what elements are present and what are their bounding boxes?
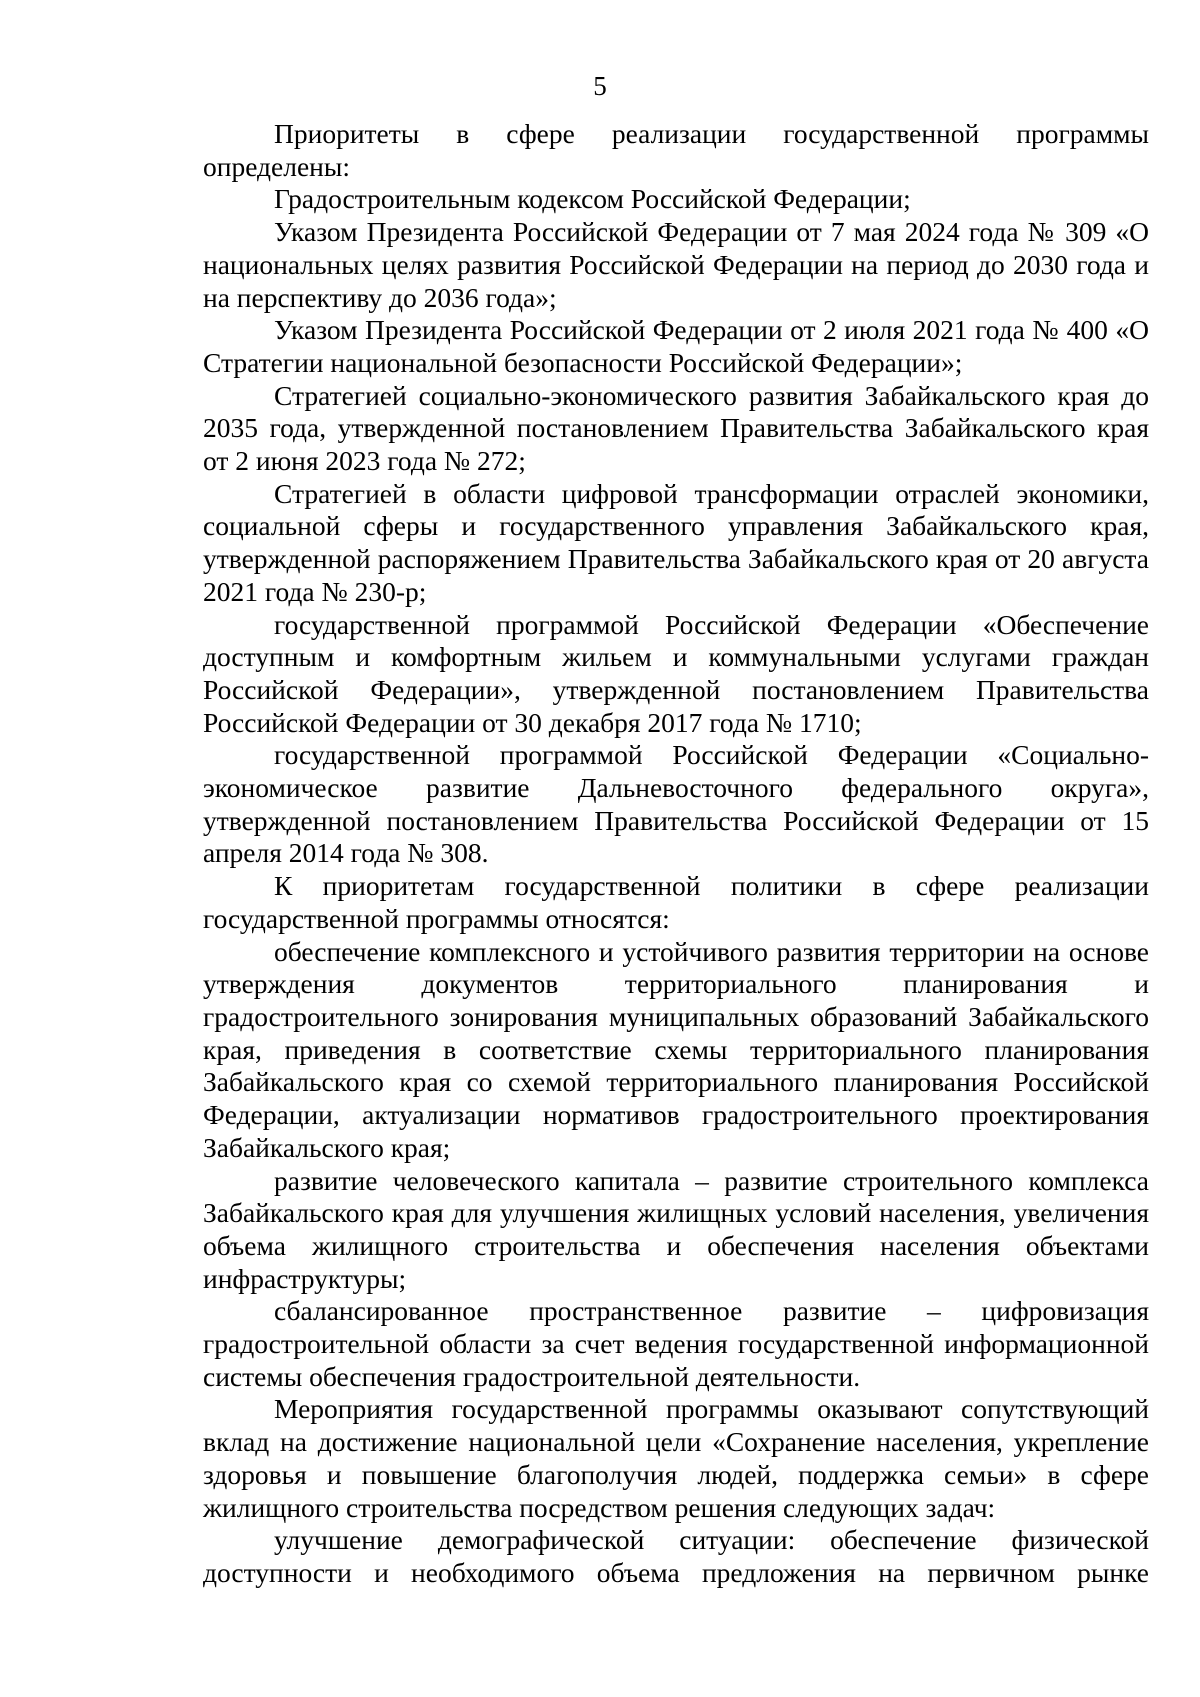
paragraph-priorities-intro: Приоритеты в сфере реализации государственной программы определены: xyxy=(203,118,1149,182)
paragraph-digital-strategy: Стратегией в области цифровой трансформации отраслей экономики, социальной сферы и государственного управления Забайкальского края, утвержденной распоряжением Правительства Забайкальского края от 20 августа 2021 года № 230-р; xyxy=(203,477,1149,607)
paragraph-demographic: улучшение демографической ситуации: обеспечение физической доступности и необходимого объема предложения на первичном рынке xyxy=(203,1524,1149,1588)
paragraph-regional-strategy: Стратегией социально-экономического развития Забайкальского края до 2035 года, утвержденной постановлением Правительства Забайкальского края от 2 июня 2023 года № 272; xyxy=(203,379,1149,477)
paragraph-policy-priorities: К приоритетам государственной политики в сфере реализации государственной программы относятся: xyxy=(203,870,1149,934)
paragraph-spatial-development: сбалансированное пространственное развитие – цифровизация градостроительной области за счет ведения государственной информационной системы обеспечения градостроительной деятельности. xyxy=(203,1295,1149,1392)
paragraph-housing-program: государственной программой Российской Федерации «Обеспечение доступным и комфортным жильем и коммунальными услугами граждан Российской Федерации», утвержденной постановлением Правительства Российской Федерации от 30 декабря 2017 года № 1710; xyxy=(203,608,1149,738)
paragraph-national-goal: Мероприятия государственной программы оказывают сопутствующий вклад на достижение национальной цели «Сохранение населения, укрепление здоровья и повышение благополучия людей, поддержка семьи» в сфере жилищного строительства посредством решения следующих задач: xyxy=(203,1393,1149,1523)
document-body xyxy=(203,118,1149,1590)
paragraph-urban-code: Градостроительным кодексом Российской Федерации; xyxy=(274,183,911,215)
paragraph-territorial-planning: обеспечение комплексного и устойчивого развития территории на основе утверждения документов территориального планирования и градостроительного зонирования муниципальных образований Забайкальского края, приведения в соответствие схемы территориального планирования Забайкальского края со схемой территориального планирования Российской Федерации, актуализации нормативов градостроительного проектирования Забайкальского края; xyxy=(203,935,1149,1163)
page-number: 5 xyxy=(593,71,607,101)
paragraph-far-east-program: государственной программой Российской Федерации «Социально-экономическое развитие Дальневосточного федерального округа», утвержденной постановлением Правительства Российской Федерации от 15 апреля 2014 года № 308. xyxy=(203,739,1149,869)
paragraph-decree-400: Указом Президента Российской Федерации от 2 июля 2021 года № 400 «О Стратегии национальной безопасности Российской Федерации»; xyxy=(203,314,1149,378)
paragraph-human-capital: развитие человеческого капитала – развитие строительного комплекса Забайкальского края для улучшения жилищных условий населения, увеличения объема жилищного строительства и обеспечения населения объектами инфраструктуры; xyxy=(203,1164,1149,1294)
paragraph-decree-309: Указом Президента Российской Федерации от 7 мая 2024 года № 309 «О национальных целях развития Российской Федерации на период до 2030 года и на перспективу до 2036 года»; xyxy=(203,216,1149,313)
